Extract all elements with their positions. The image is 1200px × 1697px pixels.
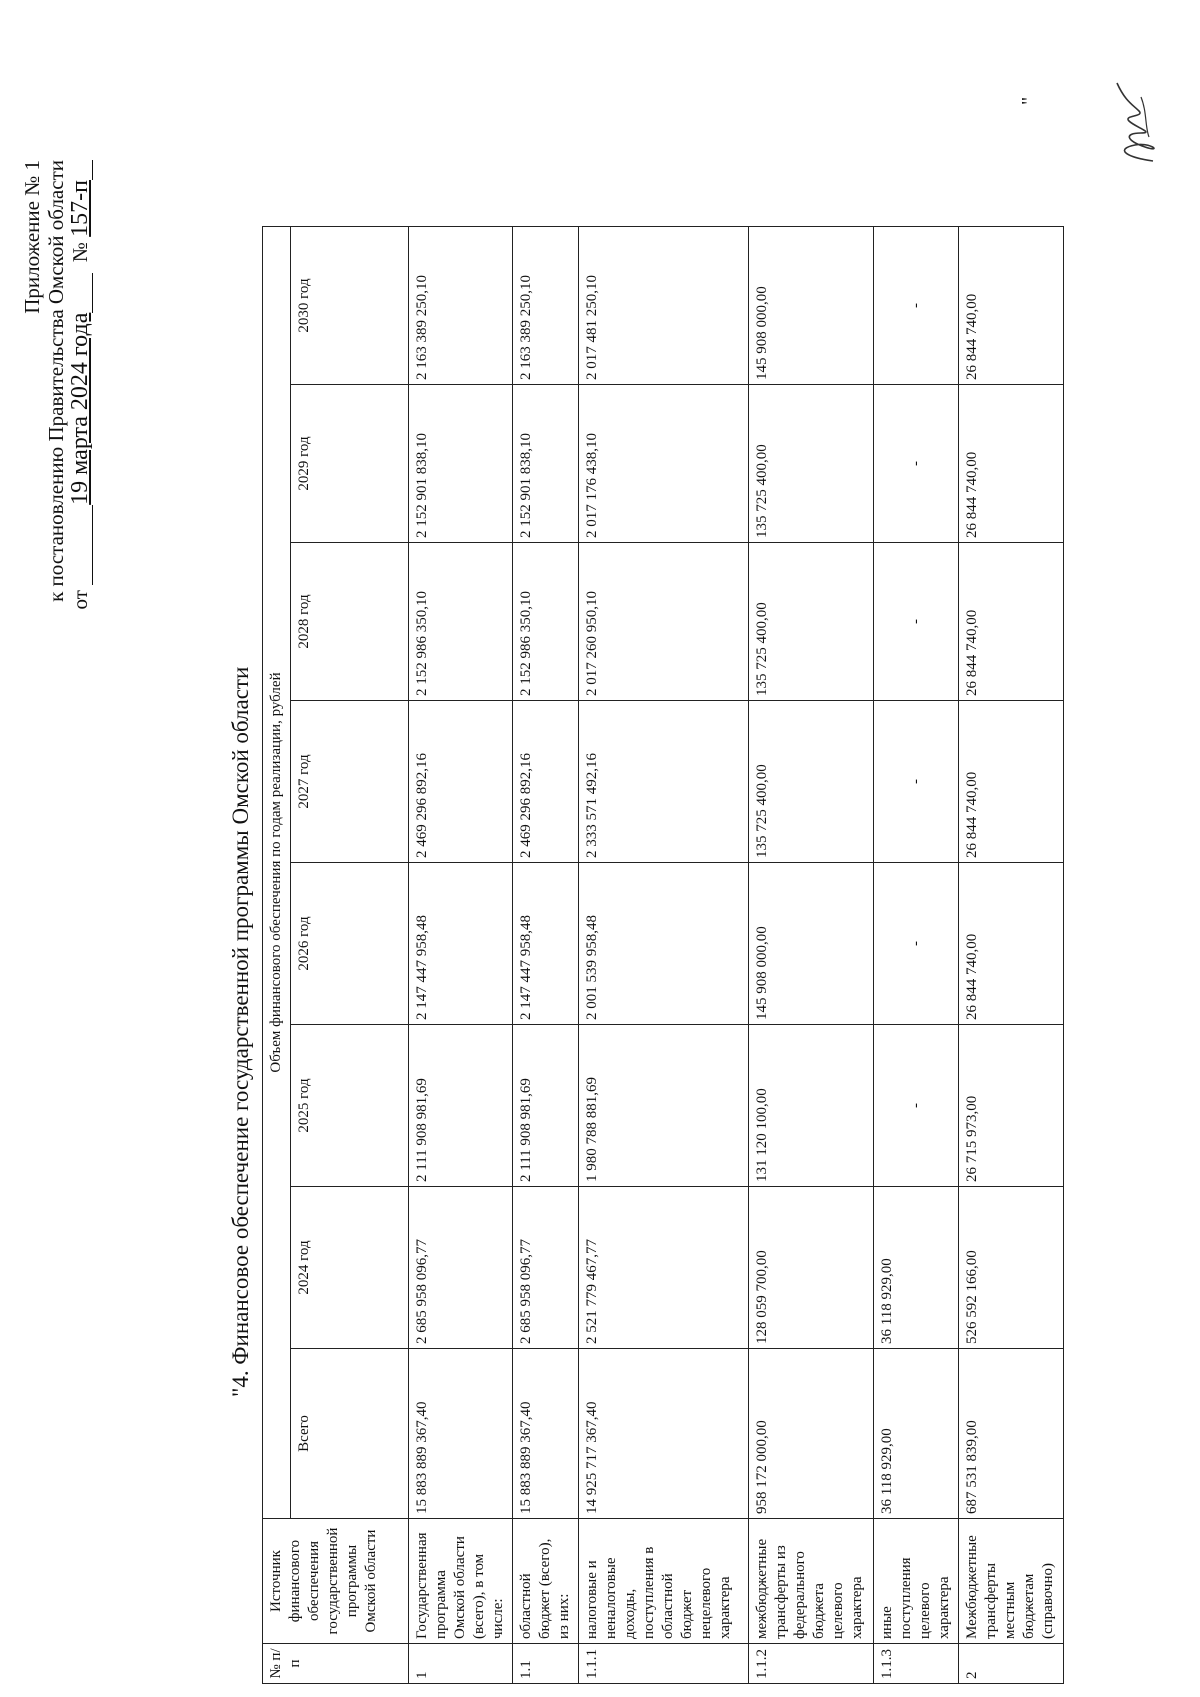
row-source: Межбюджетные трансферты местным бюджетам (справочно) bbox=[959, 1519, 1064, 1644]
col-header-2028: 2028 год bbox=[291, 543, 409, 701]
value-2027: 26 844 740,00 bbox=[959, 701, 1064, 863]
table-row bbox=[513, 227, 579, 1684]
value-2029: 26 844 740,00 bbox=[959, 385, 1064, 543]
row-number: 1 bbox=[409, 1644, 513, 1684]
value-total: 15 883 889 367,40 bbox=[513, 1349, 579, 1519]
value-2027: 2 333 571 492,16 bbox=[579, 701, 749, 863]
value-2027: 2 469 296 892,16 bbox=[409, 701, 513, 863]
value-2028: 2 017 260 950,10 bbox=[579, 543, 749, 701]
financing-table bbox=[262, 226, 1064, 1684]
value-2025: 2 111 908 981,69 bbox=[409, 1025, 513, 1187]
value-total: 15 883 889 367,40 bbox=[409, 1349, 513, 1519]
value-2024: 128 059 700,00 bbox=[749, 1187, 874, 1349]
value-2028: 2 152 986 350,10 bbox=[513, 543, 579, 701]
col-header-volume: Объем финансового обеспечения по годам реализации, рублей bbox=[263, 227, 291, 1519]
value-2029: 2 152 901 838,10 bbox=[409, 385, 513, 543]
table-row bbox=[874, 227, 959, 1684]
value-total: 958 172 000,00 bbox=[749, 1349, 874, 1519]
value-2030: 2 017 481 250,10 bbox=[579, 227, 749, 385]
number-label: № bbox=[68, 242, 92, 263]
col-header-total: Всего bbox=[291, 1349, 409, 1519]
row-source: Государственная программа Омской области (всего), в том числе: bbox=[409, 1519, 513, 1644]
value-2024: 2 685 958 096,77 bbox=[409, 1187, 513, 1349]
from-label: от bbox=[68, 590, 92, 610]
value-2029: 135 725 400,00 bbox=[749, 385, 874, 543]
value-2027: 2 469 296 892,16 bbox=[513, 701, 579, 863]
row-source: межбюджетные трансферты из федерального бюджета целевого характера bbox=[749, 1519, 874, 1644]
table-row bbox=[409, 227, 513, 1684]
value-2028: 135 725 400,00 bbox=[749, 543, 874, 701]
value-2030: 2 163 389 250,10 bbox=[409, 227, 513, 385]
row-source: налоговые и неналоговые доходы, поступления в областной бюджет нецелевого характера bbox=[579, 1519, 749, 1644]
value-2026: 2 147 447 958,48 bbox=[513, 863, 579, 1025]
value-2030: 26 844 740,00 bbox=[959, 227, 1064, 385]
value-2028: - bbox=[874, 543, 959, 701]
appendix-date-line bbox=[68, 160, 93, 610]
resolution-date: 19 марта 2024 года bbox=[67, 312, 93, 505]
table-row bbox=[959, 227, 1064, 1684]
row-number: 1.1 bbox=[513, 1644, 579, 1684]
value-2026: 145 908 000,00 bbox=[749, 863, 874, 1025]
value-2024: 2 521 779 467,77 bbox=[579, 1187, 749, 1349]
closing-quote: " bbox=[1018, 96, 1040, 105]
value-2026: - bbox=[874, 863, 959, 1025]
appendix-number: Приложение № 1 bbox=[20, 160, 44, 314]
value-2027: - bbox=[874, 701, 959, 863]
appendix-reference: к постановлению Правительства Омской области bbox=[44, 160, 68, 602]
value-total: 687 531 839,00 bbox=[959, 1349, 1064, 1519]
row-number: 1.1.2 bbox=[749, 1644, 874, 1684]
value-2030: 2 163 389 250,10 bbox=[513, 227, 579, 385]
table-row bbox=[749, 227, 874, 1684]
row-number: 1.1.1 bbox=[579, 1644, 749, 1684]
value-2024: 2 685 958 096,77 bbox=[513, 1187, 579, 1349]
col-header-source: Источник финансового обеспечения государственной программы Омской области bbox=[263, 1519, 409, 1644]
value-2029: 2 017 176 438,10 bbox=[579, 385, 749, 543]
value-total: 36 118 929,00 bbox=[874, 1349, 959, 1519]
value-2029: 2 152 901 838,10 bbox=[513, 385, 579, 543]
row-number: 2 bbox=[959, 1644, 1064, 1684]
value-2024: 36 118 929,00 bbox=[874, 1187, 959, 1349]
value-2025: 2 111 908 981,69 bbox=[513, 1025, 579, 1187]
resolution-number: 157-п bbox=[67, 180, 93, 237]
value-2030: 145 908 000,00 bbox=[749, 227, 874, 385]
col-header-2024: 2024 год bbox=[291, 1187, 409, 1349]
col-header-2029: 2029 год bbox=[291, 385, 409, 543]
value-total: 14 925 717 367,40 bbox=[579, 1349, 749, 1519]
signature-icon bbox=[1105, 77, 1180, 167]
value-2024: 526 592 166,00 bbox=[959, 1187, 1064, 1349]
value-2025: 131 120 100,00 bbox=[749, 1025, 874, 1187]
value-2025: - bbox=[874, 1025, 959, 1187]
value-2028: 26 844 740,00 bbox=[959, 543, 1064, 701]
col-header-2026: 2026 год bbox=[291, 863, 409, 1025]
table-year-row bbox=[291, 227, 409, 1684]
value-2026: 26 844 740,00 bbox=[959, 863, 1064, 1025]
section-title: "4. Финансовое обеспечение государственной программы Омской области bbox=[228, 666, 253, 1397]
table-header-row bbox=[263, 227, 291, 1684]
col-header-2027: 2027 год bbox=[291, 701, 409, 863]
col-header-number: № п/п bbox=[263, 1644, 409, 1684]
value-2025: 26 715 973,00 bbox=[959, 1025, 1064, 1187]
table-row bbox=[579, 227, 749, 1684]
value-2026: 2 001 539 958,48 bbox=[579, 863, 749, 1025]
row-source: областной бюджет (всего), из них: bbox=[513, 1519, 579, 1644]
value-2025: 1 980 788 881,69 bbox=[579, 1025, 749, 1187]
col-header-2030: 2030 год bbox=[291, 227, 409, 385]
row-number: 1.1.3 bbox=[874, 1644, 959, 1684]
value-2028: 2 152 986 350,10 bbox=[409, 543, 513, 701]
value-2027: 135 725 400,00 bbox=[749, 701, 874, 863]
value-2029: - bbox=[874, 385, 959, 543]
value-2030: - bbox=[874, 227, 959, 385]
col-header-2025: 2025 год bbox=[291, 1025, 409, 1187]
appendix-header bbox=[20, 160, 93, 610]
value-2026: 2 147 447 958,48 bbox=[409, 863, 513, 1025]
row-source: иные поступления целевого характера bbox=[874, 1519, 959, 1644]
